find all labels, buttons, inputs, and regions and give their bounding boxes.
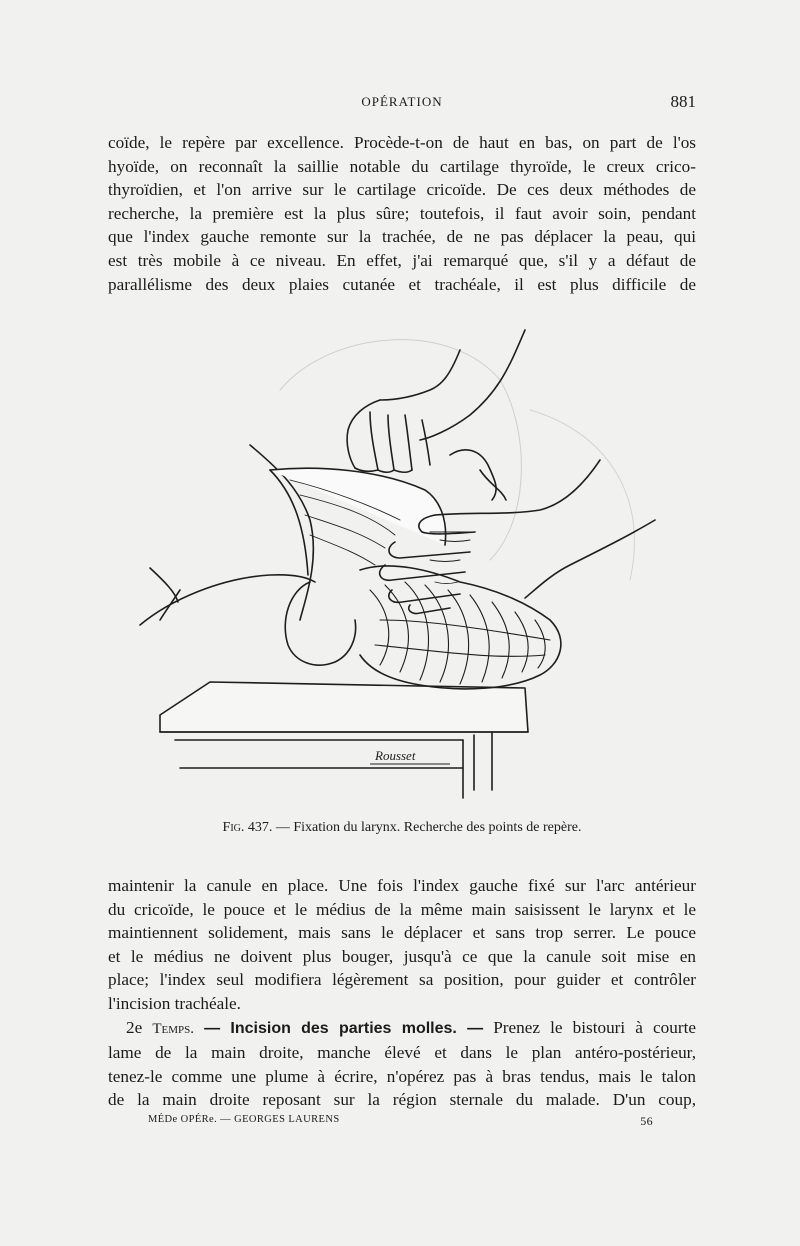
figure-illustration xyxy=(130,320,670,810)
figure-label: Fig. 437. xyxy=(222,820,273,835)
text-line: thyroïdien, et l'on arrive sur le cartilage cricoïde. De ces deux méthodes de xyxy=(108,180,696,200)
footer-signature: MÉDe OPÉRe. — GEORGES LAURENS xyxy=(148,1114,340,1125)
text-line: tenez-le comme une plume à écrire, n'opérez pas à bras tendus, mais le talon xyxy=(108,1066,696,1086)
text-line: recherche, la première est la plus sûre; toutefois, il faut avoir soin, pendant xyxy=(108,203,696,223)
page-footer xyxy=(148,1114,653,1128)
artist-signature: Rousset xyxy=(375,748,416,763)
page-number: 881 xyxy=(670,92,696,111)
figure-caption-text: — Fixation du larynx. Recherche des points de repère. xyxy=(275,820,582,835)
text-line: de la main droite reposant sur la région sternale du malade. D'un coup, xyxy=(108,1090,696,1110)
paragraph-top xyxy=(108,131,696,296)
text-line: maintiennent solidement, mais sans le déplacer et sans trop serrer. Le pouce xyxy=(108,923,696,943)
paragraph-middle xyxy=(108,874,696,1112)
text-line: lame de la main droite, manche élevé et dans le plan antéro-postérieur, xyxy=(108,1043,696,1063)
signature-number: 56 xyxy=(640,1114,653,1128)
figure-caption xyxy=(108,820,696,836)
temps-heading-line xyxy=(108,1016,696,1042)
text-line: maintenir la canule en place. Une fois l'index gauche fixé sur l'arc antérieur xyxy=(108,876,696,895)
text-line: et le médius ne doivent plus bouger, jusqu'à ce que la canule soit mise en xyxy=(108,946,696,966)
running-title: OPÉRATION xyxy=(361,94,443,109)
engraving-illustration xyxy=(130,320,670,810)
text-line: coïde, le repère par excellence. Procède-t-on de haut en bas, on part de l'os xyxy=(108,133,696,152)
text-line: place; l'index seul modifiera légèrement sa position, pour guider et contrôler xyxy=(108,970,696,990)
text-line: parallélisme des deux plaies cutanée et trachéale, il est plus difficile de xyxy=(108,274,696,294)
temps-title: — Incision des parties molles. — xyxy=(204,1019,484,1037)
temps-number: 2e xyxy=(126,1017,143,1037)
text-line: est très mobile à ce niveau. En effet, j'ai remarqué que, s'il y a défaut de xyxy=(108,250,696,270)
running-head xyxy=(108,92,696,112)
text-line: hyoïde, on reconnaît la saillie notable du cartilage thyroïde, le creux crico- xyxy=(108,156,696,176)
text-line: du cricoïde, le pouce et le médius de la même main saisissent le larynx et le xyxy=(108,899,696,919)
text-line: que l'index gauche remonte sur la trachée, de ne pas déplacer la peau, qui xyxy=(108,227,696,247)
temps-first-line-rest: Prenez le bistouri à courte xyxy=(493,1017,696,1037)
text-line: l'incision trachéale. xyxy=(108,993,241,1013)
temps-label: Temps. xyxy=(152,1020,195,1037)
